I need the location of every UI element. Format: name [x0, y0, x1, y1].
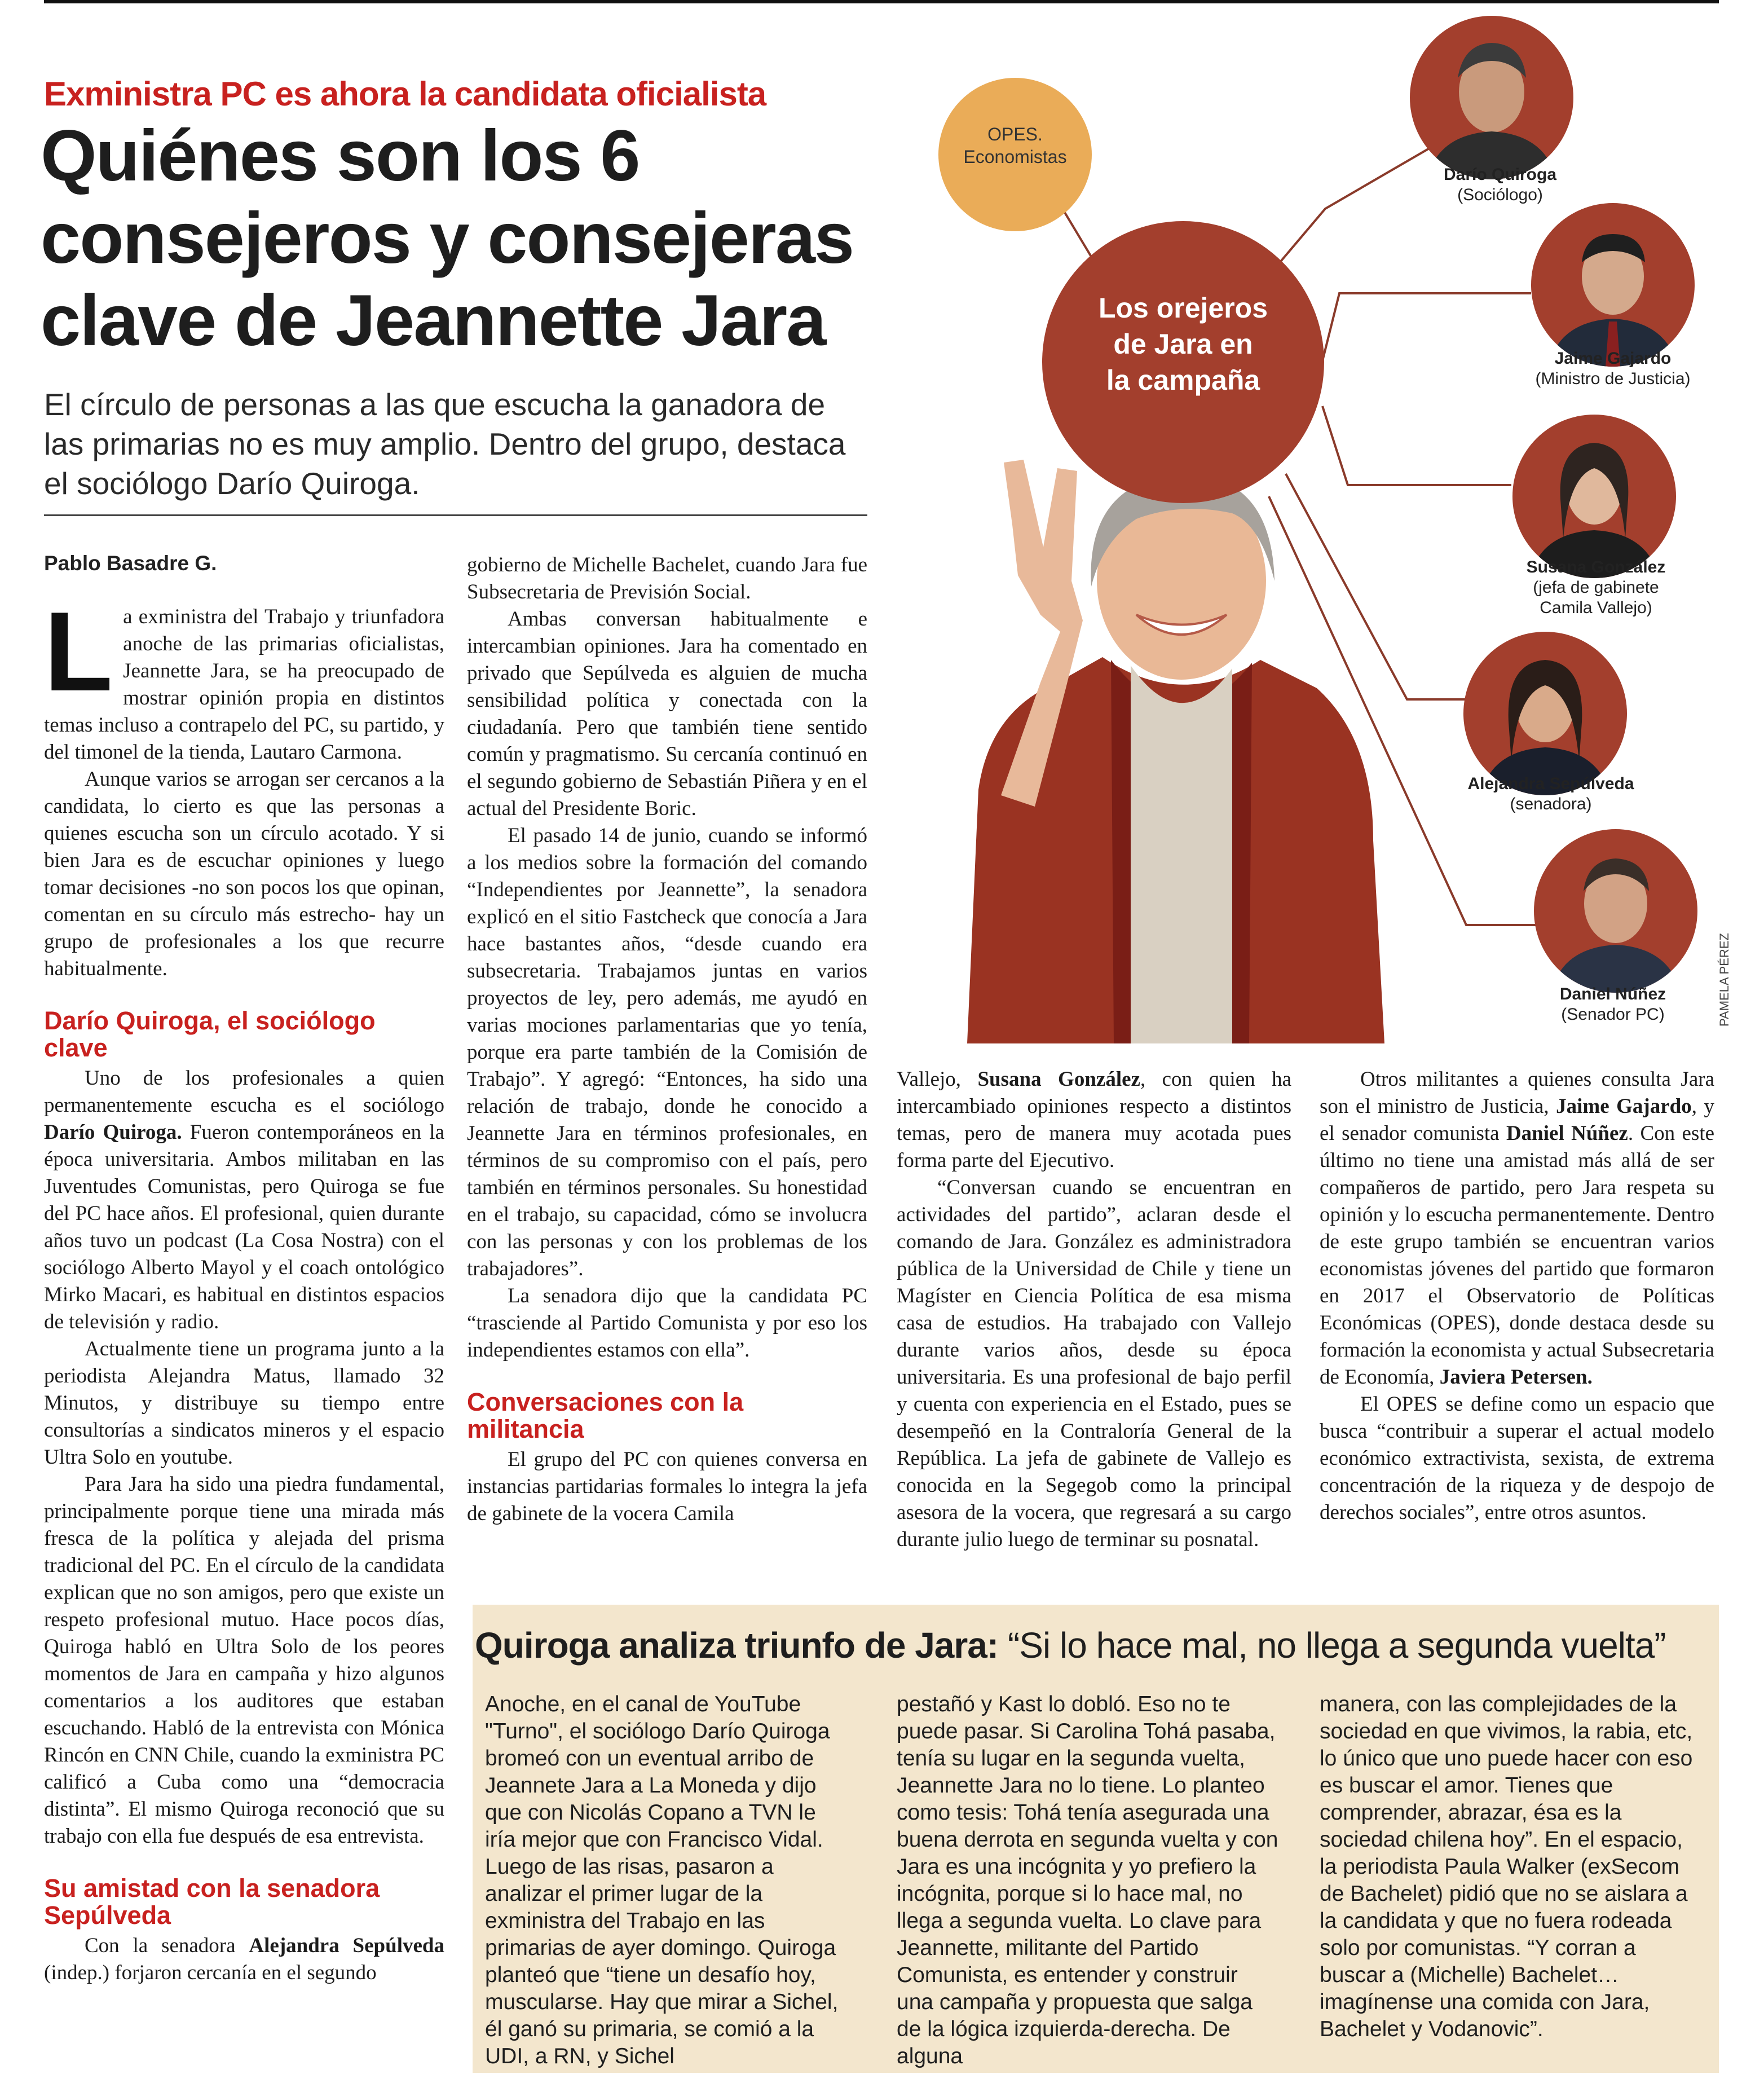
- paragraph: [44, 1065, 444, 1336]
- label-gajardo: [1500, 349, 1726, 389]
- name-sepulveda: Alejandra Sepúlveda: [1467, 774, 1634, 793]
- bold-name: Alejandra Sepúlveda: [249, 1934, 444, 1957]
- paragraph: [1320, 1066, 1714, 1391]
- paragraph: La senadora dijo que la candidata PC “trasciende al Partido Comunista y por eso los independientes estamos con ella”.: [467, 1284, 867, 1362]
- person-icon: [1534, 829, 1697, 993]
- subhead-quiroga: Darío Quiroga, el sociólogo clave: [44, 1006, 376, 1062]
- paragraph: [897, 1066, 1291, 1174]
- paragraph-text: Vallejo,: [897, 1068, 978, 1091]
- portrait-gonzalez: [1512, 415, 1676, 578]
- kicker: Exministra PC es ahora la candidata oficialista: [44, 75, 766, 113]
- box-paragraph: Anoche, en el canal de YouTube "Turno", el sociólogo Darío Quiroga bromeó con un eventual arribo de Jeannete Jara a La Moneda y dijo que con Nicolás Copano a TVN le iría mejor que con Francisco Vidal. Luego de las risas, pasaron a analizar el primer lugar de la exministra del Trabajo en las primarias de ayer domingo. Quiroga planteó que “tiene un desafío hoy, muscularse. Hay que mirar a Sichel, él ganó su primaria, se comió a la UDI, a RN, y Sichel: [485, 1692, 839, 2068]
- box-title-quote: “Si lo hace mal, no llega a segunda vuelta”: [998, 1625, 1666, 1666]
- role-gajardo: (Ministro de Justicia): [1535, 369, 1691, 388]
- bold-name: Daniel Núñez: [1506, 1122, 1628, 1145]
- paragraph: El pasado 14 de junio, cuando se informó a los medios sobre la formación del comando “Independientes por Jeannette”, la senadora explicó en el sitio Fastcheck que conocía a Jara hace bastantes años, “desde cuando era subsecretaria. Trabajamos juntas en varios proyectos de ley, pero además, me ayudó en varias mociones parlamentarias que yo tenía, porque era parte también de la Comisión de Trabajo”. Y agregó: “Entonces, ha sido una relación de trabajo, donde he conocido a Jeannette Jara en términos profesionales, en términos de su compromiso con el país, pero también en términos personales. Su honestidad en el trabajo, su capacidad, cómo se involucra con las personas y con los problemas de los trabajadores”.: [467, 824, 867, 1280]
- paragraph: El OPES se define como un espacio que busca “contribuir a superar el actual modelo económico extractivista, sexista, de extrema concentración de la riqueza y de despojo de derechos sociales”, entre otros asuntos.: [1320, 1393, 1714, 1524]
- person-icon: [1531, 203, 1695, 367]
- bold-name: Susana González: [977, 1068, 1140, 1091]
- paragraph: Para Jara ha sido una piedra fundamental, principalmente porque tiene una mirada más fresca de la política y alejada del prisma tradicional del PC. En el círculo de la candidata explican que no son amigos, pero que existe un respeto profesional mutuo. Hace pocos días, Quiroga habló en Ultra Solo de los peores momentos de Jara en campaña y hizo algunos comentarios a los auditores que estaban escuchando. Habló de la entrevista con Mónica Rincón en CNN Chile, cuando la exministra PC calificó a Cuba como una “democracia distinta”. El mismo Quiroga reconoció que su trabajo con ella fue después de esa entrevista.: [44, 1473, 444, 1848]
- label-quiroga: [1427, 165, 1573, 205]
- center-line-3: la campaña: [1106, 364, 1260, 396]
- role-sepulveda: (senadora): [1510, 795, 1592, 813]
- photo-credit: PAMELA PÉREZ: [1717, 933, 1731, 1027]
- deck: El círculo de personas a las que escucha la ganadora de las primarias no es muy amplio. Dentro del grupo, destaca el sociólogo Darío Quiroga.: [44, 387, 846, 501]
- paragraph-text: Uno de los profesionales a quien permanentemente escucha es el sociólogo: [44, 1067, 444, 1117]
- column-4: [1320, 1066, 1714, 1526]
- drop-cap: L: [44, 589, 113, 715]
- paragraph-text: Otros militantes a quienes consulta Jara son el ministro de Justicia,: [1320, 1068, 1714, 1118]
- candidate-photo: [967, 446, 1384, 1043]
- opes-bubble: [938, 78, 1092, 231]
- paragraph: El grupo del PC con quienes conversa en instancias partidarias formales lo integra la jefa de gabinete de la vocera Camila: [467, 1448, 867, 1525]
- portrait-nunez: [1534, 829, 1697, 993]
- box-column-2: [897, 1691, 1280, 2070]
- subhead-sepulveda: Su amistad con la senadora Sepúlveda: [44, 1874, 380, 1930]
- name-gonzalez: Susana González: [1526, 558, 1666, 576]
- headline: Quiénes son los 6 consejeros y consejeras clave de Jeannette Jara: [41, 116, 854, 361]
- name-nunez: Daniel Núñez: [1559, 985, 1666, 1003]
- box-paragraph: pestañó y Kast lo dobló. Eso no te puede pasar. Si Carolina Tohá pasaba, tenía su lugar en la segunda vuelta, Jeannette Jara no lo tiene. Lo planteo como tesis: Tohá tenía asegurada una buena derrota en segunda vuelta y con Jara es una incógnita y yo prefiero la incógnita, porque si lo hace mal, no llega a segunda vuelta. Lo clave para Jeannette, militante del Partido Comunista, es entender y construir una campaña y propuesta que salga de la lógica izquierda-derecha. De alguna: [897, 1692, 1278, 2068]
- role-nunez: (Senador PC): [1561, 1005, 1665, 1024]
- portrait-quiroga: [1410, 16, 1573, 179]
- column-1: [44, 589, 444, 1987]
- role-gonzalez-2: Camila Vallejo): [1540, 598, 1652, 617]
- paragraph: [44, 1932, 444, 1987]
- box-title: [475, 1624, 1666, 1666]
- deck-rule: [44, 514, 867, 516]
- subhead-militancia: Conversaciones con la militancia: [467, 1388, 744, 1443]
- person-icon: [1512, 415, 1676, 578]
- opes-line-1: OPES.: [987, 124, 1043, 144]
- person-icon: [1410, 16, 1573, 179]
- paragraph-text: , con quien ha intercambiado opiniones respecto a distintos temas, pero de manera muy acotada pues forma parte del Ejecutivo.: [897, 1068, 1292, 1172]
- box-column-1: [485, 1691, 852, 2070]
- column-3: [897, 1066, 1291, 1553]
- person-icon: [1463, 632, 1627, 795]
- box-column-3: [1320, 1691, 1703, 2043]
- role-gonzalez: (jefa de gabinete: [1533, 578, 1659, 597]
- center-line-1: Los orejeros: [1098, 292, 1268, 324]
- bold-name: Jaime Gajardo: [1556, 1095, 1692, 1118]
- opes-line-2: Economistas: [963, 147, 1067, 167]
- paragraph: Actualmente tiene un programa junto a la periodista Alejandra Matus, llamado 32 Minutos, y distribuye su tiempo entre consultorías a sindicatos mineros y el espacio Ultra Solo en youtube.: [44, 1337, 444, 1469]
- label-nunez: [1523, 984, 1703, 1025]
- role-quiroga: (Sociólogo): [1457, 186, 1543, 204]
- bold-name: Javiera Petersen.: [1439, 1366, 1593, 1389]
- name-gajardo: Jaime Gajardo: [1554, 349, 1672, 368]
- center-line-2: de Jara en: [1113, 328, 1253, 360]
- center-bubble: [1042, 221, 1324, 503]
- box-title-bold: Quiroga analiza triunfo de Jara:: [475, 1625, 999, 1666]
- paragraph: [44, 589, 444, 766]
- box-paragraph: manera, con las complejidades de la sociedad en que vivimos, la rabia, etc, lo único que uno puede hacer con eso es buscar el amor. Tienes que comprender, abrazar, ésa es la sociedad chilena hoy”. En el espacio, la periodista Paula Walker (exSecom de Bachelet) pidió que no se aislara a la candidata y que no fuera rodeada solo por comunistas. “Y corran a buscar a (Michelle) Bachelet… imagínense una comida con Jara, Bachelet y Vodanovic”.: [1320, 1692, 1693, 2041]
- paragraph: gobierno de Michelle Bachelet, cuando Jara fue Subsecretaria de Previsión Social.: [467, 553, 867, 604]
- byline: Pablo Basadre G.: [44, 552, 217, 575]
- paragraph-text: . Con este último no tiene una amistad más allá de ser compañeros de partido, pero Jara respeta su opinión y lo escucha permanentemente. Dentro de este grupo también se encuentran varios economistas jóvenes del partido que formaron en 2017 el Observatorio de Políticas Económicas (OPES), donde destaca desde su formación la economista y actual Subsecretaria de Economía,: [1320, 1122, 1715, 1389]
- paragraph-text: Con la senadora: [85, 1934, 249, 1957]
- portrait-sepulveda: [1463, 632, 1627, 795]
- label-gonzalez: [1494, 557, 1697, 618]
- paragraph-text: Fueron contemporáneos en la época universitaria. Ambos militaban en las Juventudes Comunistas, pero Quiroga se fue del PC hace años. El profesional, quien durante años tuvo un podcast (La Cosa Nostra) con el sociólogo Alberto Mayol y el coach ontológico Mirko Macari, es habitual en distintos espacios de televisión y radio.: [44, 1121, 444, 1333]
- portrait-gajardo: [1531, 203, 1695, 367]
- bold-name: Darío Quiroga.: [44, 1121, 182, 1144]
- paragraph-text: , y el senador comunista: [1320, 1095, 1715, 1145]
- paragraph: Ambas conversan habitualmente e intercambian opiniones. Jara ha comentado en privado que Sepúlveda es alguien de mucha sensibilidad política y conectada con la ciudadanía. Pero que también tiene sentido común y pragmatismo. Su cercanía continuó en el segundo gobierno de Sebastián Piñera y en el actual del Presidente Boric.: [467, 607, 867, 820]
- label-sepulveda: [1444, 774, 1658, 814]
- paragraph: “Conversan cuando se encuentran en actividades del partido”, aclaran desde el comando de Jara. González es administradora pública de la Universidad de Chile y tiene un Magíster en Ciencia Política de esa misma casa de estudios. Ha trabajado con Vallejo durante varios años, desde su época universitaria. Es una profesional de bajo perfil y cuenta con experiencia en el Estado, pues se desempeñó en la Contraloría General de la República. La jefa de gabinete de Vallejo es conocida en la Segegob como la principal asesora de la vocera, que regresará a su cargo durante julio luego de terminar su posnatal.: [897, 1176, 1291, 1551]
- paragraph-text: a exministra del Trabajo y triunfadora anoche de las primarias oficialistas, Jeannette Jara, se ha preocupado de mostrar opinión propia en distintos temas incluso a contrapelo del PC, su partido, y del timonel de la tienda, Lautaro Carmona.: [44, 605, 444, 764]
- paragraph: Aunque varios se arrogan ser cercanos a la candidata, lo cierto es que las personas a quienes escucha son un círculo acotado. Y si bien Jara es de escuchar opiniones y luego tomar decisiones -no son pocos los que opinan, comentan en su círculo más estrecho- hay un grupo de profesionales a los que recurre habitualmente.: [44, 768, 444, 980]
- name-quiroga: Darío Quiroga: [1443, 165, 1557, 184]
- paragraph-text: (indep.) forjaron cercanía en el segundo: [44, 1961, 377, 1984]
- column-2: [467, 552, 867, 1527]
